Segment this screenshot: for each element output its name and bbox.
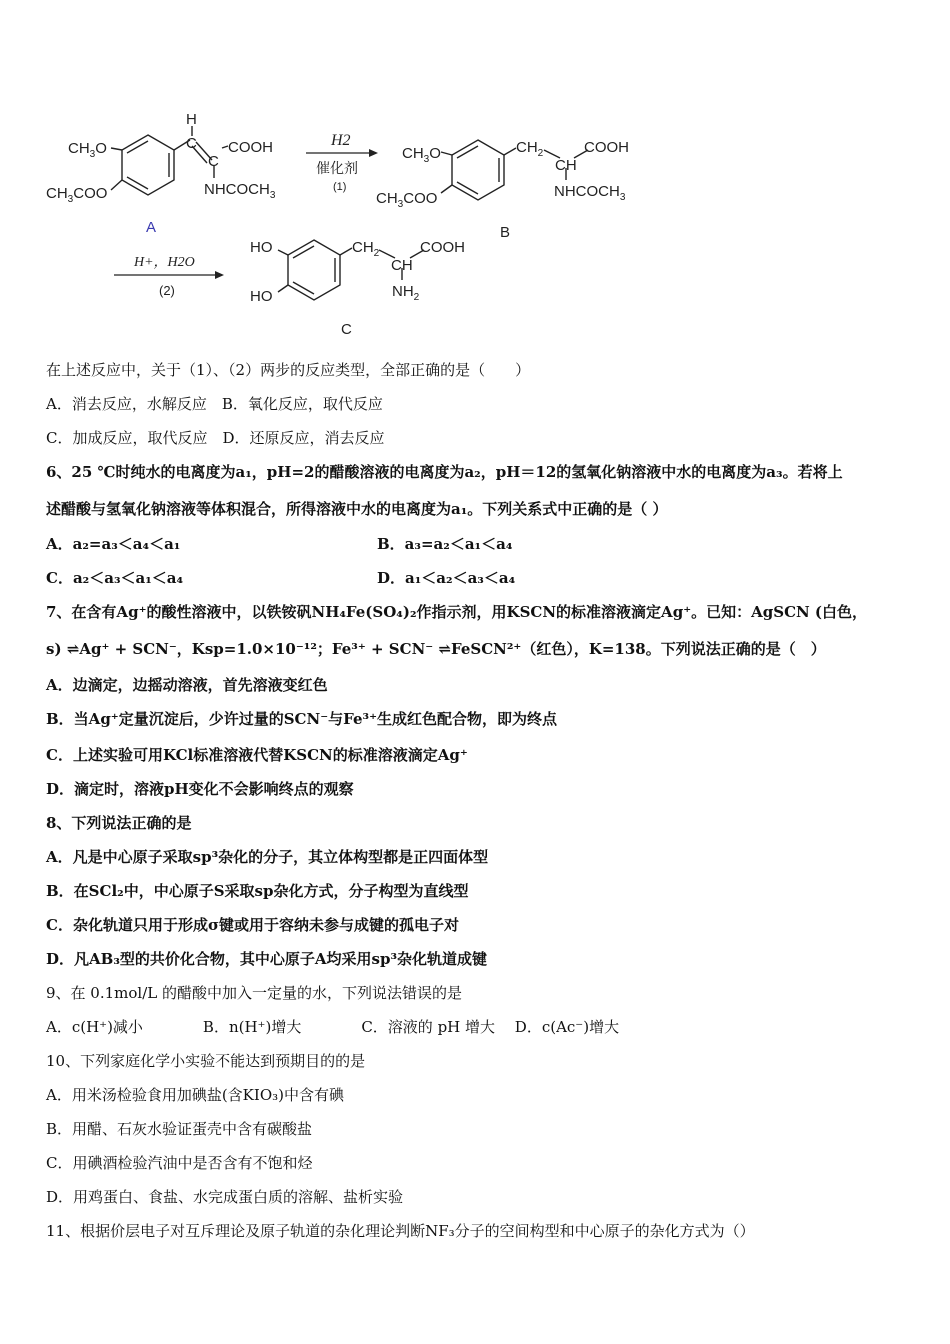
mol-a-nh: $NHCOCH_3$ xyxy=(204,181,276,201)
q7-option-b: B．当Ag⁺定量沉淀后，少许过量的SCN⁻与Fe³⁺生成红色配合物，即为终点 xyxy=(46,710,557,728)
mol-b-cooh: COOH xyxy=(584,139,629,156)
q9-options: A．c(H⁺)减小 B．n(H⁺)增大 C．溶液的 pH 增大 D．c(Ac⁻)增大 xyxy=(46,1018,620,1036)
q6-option-a: A．a₂=a₃＜a₄＜a₁ xyxy=(46,535,181,553)
mol-c-nh2: $NH_2$ xyxy=(392,283,420,303)
mol-b-nh: $NHCOCH_3$ xyxy=(554,183,626,203)
q10-option-c: C．用碘酒检验汽油中是否含有不饱和烃 xyxy=(46,1154,313,1172)
mol-b-sub2: $CH_3COO$ xyxy=(376,190,438,210)
q7-option-a: A．边滴定，边摇动溶液，首先溶液变红色 xyxy=(46,676,328,694)
mol-c-ch2: $CH_2$ xyxy=(352,239,380,259)
mol-b-ch: CH xyxy=(555,157,577,174)
q8-stem: 8、下列说法正确的是 xyxy=(46,814,192,832)
q8-option-d: D．凡AB₃型的共价化合物，其中心原子A均采用sp³杂化轨道成键 xyxy=(46,950,488,968)
mol-b-ch2: $CH_2$ xyxy=(516,139,544,159)
mol-b-label: B xyxy=(500,224,511,241)
q7-stem-line2: s) ⇌Ag⁺ + SCN⁻，Ksp=1.0×10⁻¹²；Fe³⁺ + SCN⁻ ⇌FeSCN²⁺（红色），K=138。下列说法正确的是（ ） xyxy=(46,640,826,658)
mol-a-c1: C xyxy=(186,135,197,152)
q6-stem-line2: 述醋酸与氢氧化钠溶液等体积混合，所得溶液中水的电离度为a₁。下列关系式中正确的是（ ） xyxy=(46,500,668,518)
q5-options-ab: A．消去反应，水解反应 B．氧化反应，取代反应 xyxy=(46,395,383,413)
q8-option-b: B．在SCl₂中，中心原子S采取sp杂化方式，分子构型为直线型 xyxy=(46,882,469,900)
arrow-2-reagent: H+，H2O xyxy=(134,255,195,270)
q9-stem: 9、在 0.1mol/L 的醋酸中加入一定量的水，下列说法错误的是 xyxy=(46,984,463,1002)
arrow-2-step: (2) xyxy=(159,283,175,298)
q8-option-c: C．杂化轨道只用于形成σ键或用于容纳未参与成键的孤电子对 xyxy=(46,916,460,934)
mol-b-sub1: $CH_3O$ xyxy=(402,145,441,165)
q5-stem: 在上述反应中，关于（1）、（2）两步的反应类型，全部正确的是（ ） xyxy=(46,361,531,379)
mol-c-cooh: COOH xyxy=(420,239,465,256)
mol-a-sub2: $CH_3COO$ xyxy=(46,185,108,205)
q10-stem: 10、下列家庭化学小实验不能达到预期目的的是 xyxy=(46,1052,366,1070)
arrow-1-step: (1) xyxy=(333,181,347,193)
q10-option-d: D．用鸡蛋白、食盐、水完成蛋白质的溶解、盐析实验 xyxy=(46,1188,404,1206)
q5-options-cd: C．加成反应，取代反应 D．还原反应，消去反应 xyxy=(46,429,385,447)
mol-a-h: H xyxy=(186,111,197,128)
q11-stem: 11、根据价层电子对互斥理论及原子轨道的杂化理论判断NF₃分子的空间构型和中心原子的杂化方式为（） xyxy=(46,1222,755,1240)
q10-option-a: A．用米汤检验食用加碘盐(含KIO₃)中含有碘 xyxy=(46,1086,344,1104)
mol-a-cooh: COOH xyxy=(228,139,273,156)
q6-option-b: B．a₃=a₂＜a₁＜a₄ xyxy=(377,535,513,553)
reaction-scheme xyxy=(0,0,950,345)
mol-c-ch: CH xyxy=(391,257,413,274)
q7-stem-line1: 7、在含有Ag⁺的酸性溶液中，以铁铵矾NH₄Fe(SO₄)₂作指示剂，用KSCN的标准溶液滴定Ag⁺。已知：AgSCN (白色， xyxy=(46,603,868,621)
mol-a-c2: C xyxy=(208,153,219,170)
arrow-1 xyxy=(306,149,378,157)
mol-c-sub1: HO xyxy=(250,239,273,256)
q6-option-c: C．a₂＜a₃＜a₁＜a₄ xyxy=(46,569,184,587)
mol-c-label: C xyxy=(341,321,352,338)
q6-option-d: D．a₁＜a₂＜a₃＜a₄ xyxy=(377,569,516,587)
mol-a-label: A xyxy=(146,219,157,236)
q10-option-b: B．用醋、石灰水验证蛋壳中含有碳酸盐 xyxy=(46,1120,313,1138)
q7-option-c: C．上述实验可用KCl标准溶液代替KSCN的标准溶液滴定Ag⁺ xyxy=(46,746,468,764)
arrow-2 xyxy=(114,271,224,279)
arrow-1-reagent: H2 xyxy=(331,132,351,149)
mol-c-sub2: HO xyxy=(250,288,273,305)
q8-option-a: A．凡是中心原子采取sp³杂化的分子，其立体构型都是正四面体型 xyxy=(46,848,489,866)
q7-option-d: D．滴定时，溶液pH变化不会影响终点的观察 xyxy=(46,780,354,798)
mol-a-sub1: $CH_3O$ xyxy=(68,140,107,160)
q6-stem-line1: 6、25 ℃时纯水的电离度为a₁，pH=2的醋酸溶液的电离度为a₂，pH＝12的氢氧化钠溶液中水的电离度为a₃。若将上 xyxy=(46,463,843,481)
arrow-1-catalyst: 催化剂 xyxy=(316,160,358,176)
